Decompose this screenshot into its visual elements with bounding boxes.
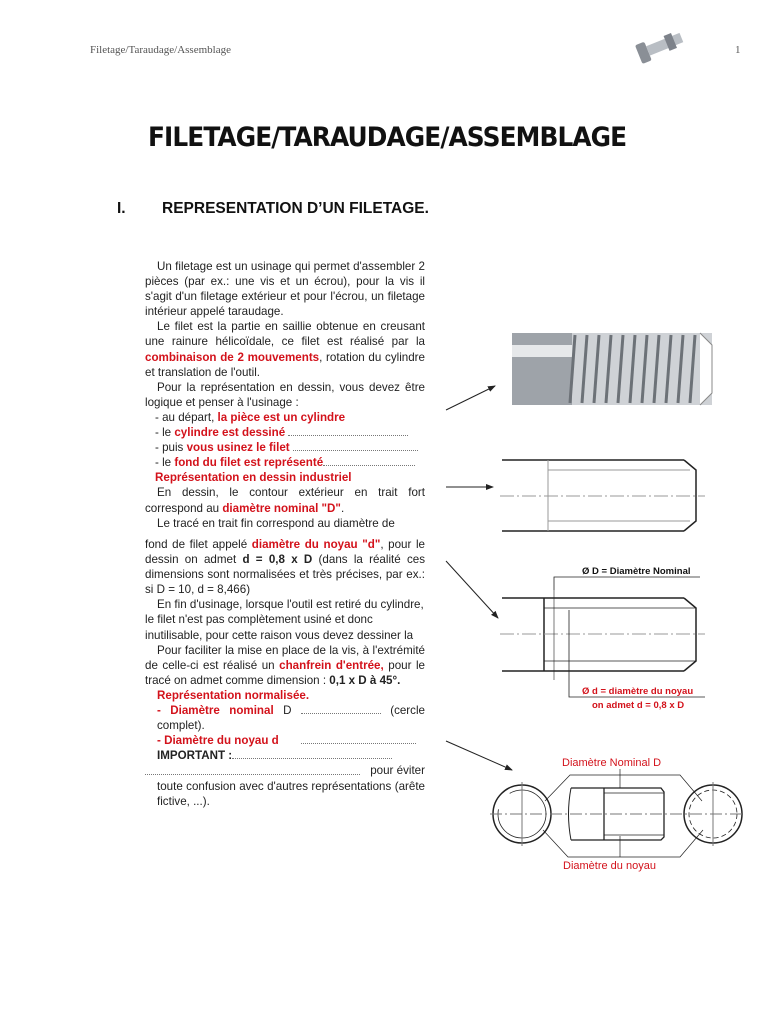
core-diameter-label: Ø d = diamètre du noyau (582, 686, 694, 697)
text: - le (155, 426, 175, 440)
formula: d = 0,8 x D (242, 553, 313, 567)
formula: 0,1 x D à 45°. (329, 673, 401, 687)
thread-section-drawing (500, 577, 705, 697)
text: (cercle complet). (157, 704, 425, 733)
text: - puis (155, 441, 187, 455)
paragraph: En dessin, le contour extérieur en trait fort correspond au diamètre nominal "D". (145, 486, 425, 515)
core-label: Diamètre du noyau (563, 860, 656, 872)
page-title: FILETAGE/TARAUDAGE/ASSEMBLAGE (148, 122, 627, 153)
text: pour le tracé on admet comme dimension : (145, 658, 426, 687)
text: En dessin, le contour extérieur en trait fort correspond au (145, 486, 425, 515)
highlight: chanfrein d'entrée, (279, 658, 384, 672)
highlight: diamètre nominal "D" (222, 501, 341, 515)
highlight: vous usinez le filet (186, 441, 290, 455)
text: D (273, 704, 301, 718)
paragraph: Le tracé en trait fin correspond au diamètre de (157, 516, 395, 530)
paragraph: Pour la représentation en dessin, vous devez être logique et penser à l'usinage : (145, 380, 425, 409)
label: IMPORTANT : (157, 749, 233, 763)
text: , rotation du cylindre et translation de l'outil. (145, 350, 425, 379)
text: pour éviter (370, 764, 425, 778)
highlight: fond du filet est représenté (174, 456, 324, 470)
nominal-label: Diamètre Nominal D (562, 757, 662, 769)
highlight: diamètre du noyau "d" (251, 538, 381, 551)
text: , pour le dessin on admet (145, 538, 425, 567)
nominal-diameter-label: Ø D = Diamètre Nominal (582, 566, 691, 577)
highlight: - Diamètre du noyau d (157, 734, 279, 748)
paragraph: En fin d'usinage, lorsque l'outil est retiré du cylindre, le filet n'est pas complètement usiné et donc inutilisable, pour cette raison vous devez dessiner la (145, 598, 424, 642)
running-header: Filetage/Taraudage/Assemblage (90, 44, 231, 56)
text: (dans la réalité ces dimensions sont normalisées et très précises, par ex.: si D = 10, d = 8,466) (145, 553, 426, 597)
text: Le filet est la partie en saillie obtenue en creusant une rainure hélicoïdale, ce filet est réalisé par la (145, 320, 425, 349)
thread-photo (512, 333, 712, 405)
highlight: cylindre est dessiné (174, 426, 286, 440)
cylinder-drawing (500, 460, 705, 531)
text: - le (155, 456, 175, 470)
paragraph: toute confusion avec d'autres représentations (arête fictive, ...). (157, 779, 425, 808)
section-number: I. (117, 200, 126, 217)
section-title: REPRESENTATION D’UN FILETAGE. (162, 200, 429, 217)
text: Pour faciliter la mise en place de la vis, à l'extrémité de celle-ci est réalisé un (145, 643, 425, 672)
highlight: - Diamètre nominal (157, 704, 274, 718)
highlight: la pièce est un cylindre (217, 410, 346, 424)
text: fond de filet appelé (145, 538, 252, 551)
text: - au départ, (155, 410, 218, 424)
end-view-drawing (490, 769, 745, 857)
core-diameter-note: on admet d = 0,8 x D (592, 700, 685, 711)
paragraph: Un filetage est un usinage qui permet d'assembler 2 pièces (par ex.: une vis et un écrou), pour la vis il s'agit d'un filetage extérieur et pour l'écrou, un filetage intérieur appelé taraudage. (145, 260, 425, 319)
page-number: 1 (735, 44, 741, 56)
subheading: Représentation normalisée. (157, 688, 310, 702)
highlight: combinaison de 2 mouvements (145, 350, 320, 364)
arrows (446, 386, 512, 770)
subheading: Représentation en dessin industriel (155, 471, 352, 485)
